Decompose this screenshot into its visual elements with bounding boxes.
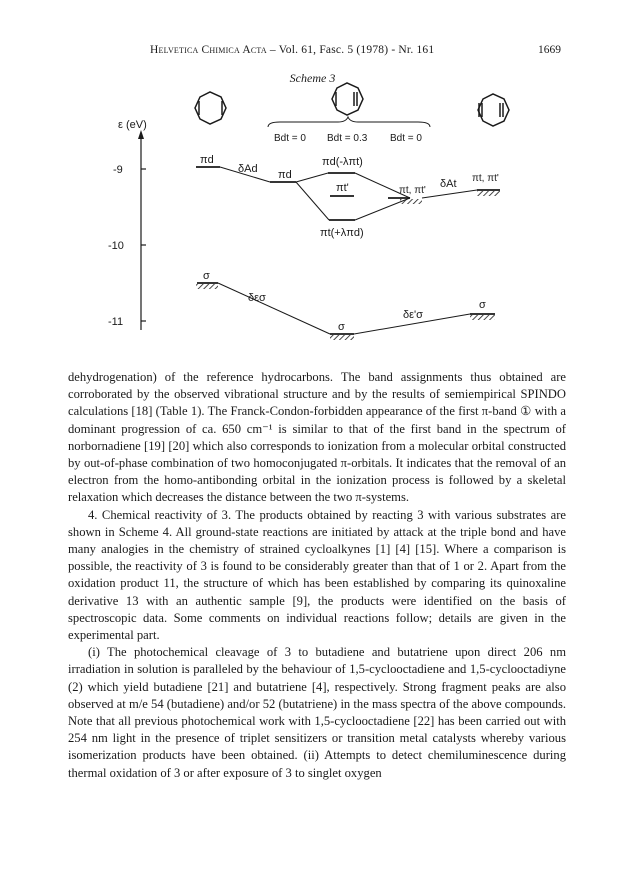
bdt-label-right: Bdt = 0 bbox=[390, 133, 422, 144]
tick-label-11: -11 bbox=[108, 316, 124, 328]
label-sigma-right: σ bbox=[479, 299, 486, 311]
paragraph-1: dehydrogenation) of the reference hydrocarbons. The band assignments thus obtained are corroborated by the observed vibrational structure and by the results of semiempirical SPINDO calculations [18] (Table 1). The Franck-Condon-forbidden appearance of the first π-band ① with a dominant progression of ca. 650 cm⁻¹ is similar to that of the first band in the spectrum of norbornadiene [19] [20] which also corresponds to ionization from a molecular orbital constructed by out-of-phase combination of two homoconjugated π-orbitals. It indicates that the removal of an electron from the homo-antibonding orbital in the ionization process is followed by a skeletal relaxation which decreases the distance between the two π-systems. bbox=[68, 370, 566, 505]
axis-label: ε (eV) bbox=[118, 119, 147, 131]
label-delta-at: δAt bbox=[440, 178, 457, 190]
label-sigma-center: σ bbox=[338, 321, 345, 333]
orbital-correlation-diagram bbox=[0, 80, 625, 360]
tick-label-10: -10 bbox=[108, 240, 124, 252]
tick-label-9: -9 bbox=[113, 164, 123, 176]
label-pi-d-right: πd bbox=[278, 169, 292, 181]
bdt-label-left: Bdt = 0 bbox=[274, 133, 306, 144]
label-pi-d: πd bbox=[200, 154, 214, 166]
cyclooctadienyne-structure bbox=[332, 83, 363, 115]
label-delta-ad: δAd bbox=[238, 163, 258, 175]
journal-volume: Vol. 61, Fasc. 5 (1978) - Nr. 161 bbox=[278, 44, 435, 56]
scheme-title: Scheme 3 bbox=[289, 71, 336, 85]
cyclooctadiene-structure bbox=[195, 92, 226, 124]
energy-axis bbox=[138, 130, 146, 330]
label-delta-eps-sigma: δεσ bbox=[248, 292, 266, 304]
paragraph-2: 4. Chemical reactivity of 3. The products obtained by reacting 3 with various substrates are shown in Scheme 4. All ground-state reactions are initiated by attack at the triple bond and have many analogies in the chemistry of strained cycloalkynes [1] [4] [15]. Where a comparison is possible, the reactivity of 3 is found to be considerably greater than that of 1 or 2. Apart from the oxidation product 11, the structure of which has been established by comparing its quinoxaline derivative 13 with an authentic sample [9], the products were identified on the basis of spectroscopic data. Some comments on individual reactions follow; details are given in the experimental part. bbox=[68, 507, 566, 643]
label-pi-t-pi-t-prime-center: πt, πt' bbox=[399, 185, 426, 196]
cyclooctadiyne-structure bbox=[478, 94, 509, 126]
bdt-label-center: Bdt = 0.3 bbox=[327, 133, 368, 144]
label-pi-t-pi-t-prime-right: πt, πt' bbox=[472, 173, 499, 184]
hatched-marks bbox=[196, 191, 500, 340]
paragraph-3: (i) The photochemical cleavage of 3 to butadiene and butatriene upon direct 206 nm irradiation in solution is paralleled by the behaviour of 1,5-cyclooctadiene and 1,5-cyclooctadiyne (2) which yield butadiene [21] and butatriene [4], respectively. Strong fragment peaks are also observed at m/e 54 (butadiene) and/or 52 (butatriene) in the mass spectra of the above compounds. Note that all previous photochemical work with 1,5-cyclooctadiene [22] has been carried out with 254 nm light in the presence of triplet sensitizers or transition metal catalysts whereby various isomerization products have been obtained. (ii) Attempts to detect chemiluminescence during thermal oxidation of 3 or after exposure of 3 to singlet oxygen bbox=[68, 645, 566, 780]
label-sigma-left: σ bbox=[203, 270, 210, 282]
running-header bbox=[0, 44, 625, 64]
journal-title: Helvetica Chimica Acta – Vol. 61, Fasc. 5 (1978) - Nr. 161 bbox=[150, 44, 435, 56]
article-body bbox=[68, 369, 566, 782]
page-number: 1669 bbox=[538, 44, 561, 56]
label-delta-eps-sigma-prime: δε'σ bbox=[403, 309, 423, 321]
bdt-brace bbox=[268, 117, 430, 127]
label-pi-d-minus: πd(-λπt) bbox=[322, 156, 363, 168]
label-pi-t-plus: πt(+λπd) bbox=[320, 227, 364, 239]
label-pi-t-prime: πt' bbox=[336, 182, 349, 194]
journal-name: Helvetica Chimica Acta bbox=[150, 44, 267, 56]
